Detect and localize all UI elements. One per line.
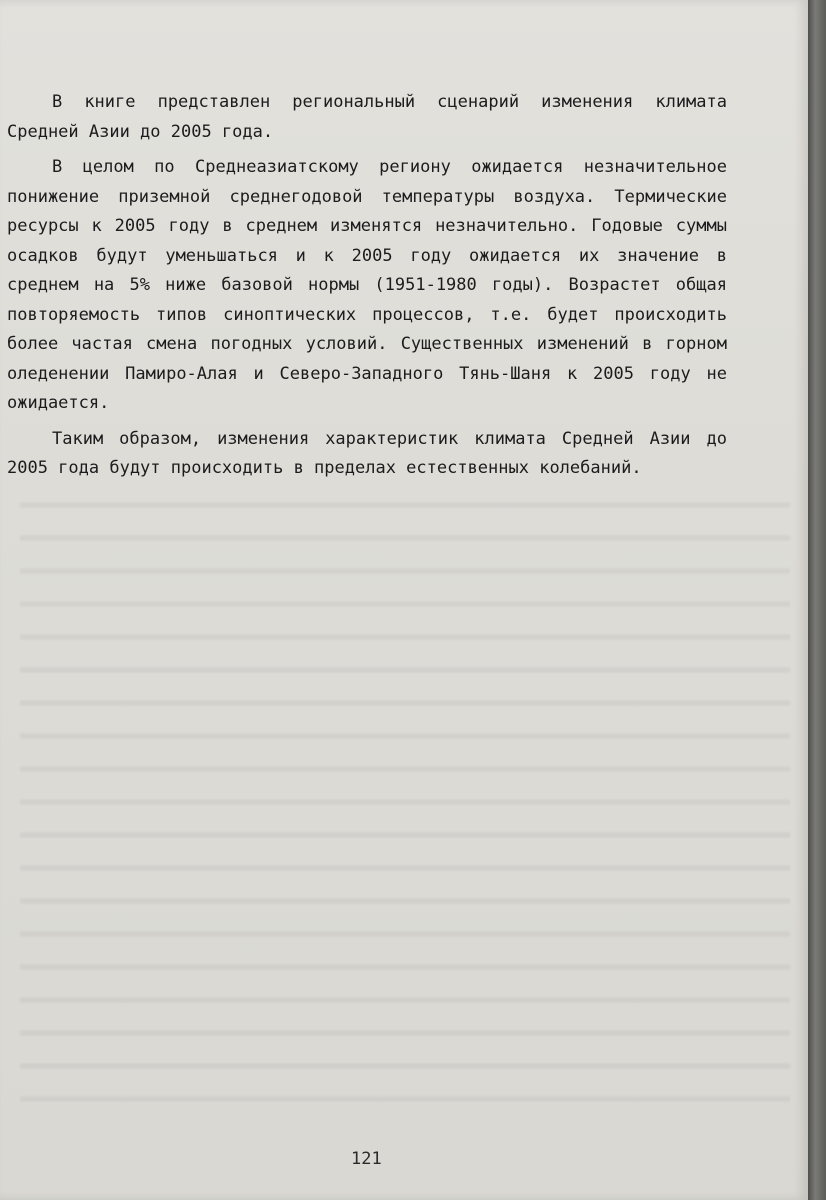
book-edge [808,0,826,1200]
page-number: 121 [351,1149,382,1169]
paragraph-2: В целом по Среднеазиатскому региону ожидается незначительное понижение приземной среднегодовой температуры воздуха. Термические ресурсы к 2005 году в среднем изменятся незначительно. Годовые суммы осадков будут уменьшаться и к 2005 году ожидается их значение в среднем на 5% ниже базовой нормы (1951-1980 годы). Возрастет общая повторяемость типов синоптических процессов, т.е. будет происходить более частая смена погодных условий. Существенных изменений в горном оледенении Памиро-Алая и Северо-Западного Тянь-Шаня к 2005 году не ожидается. [7,157,727,413]
paragraph-3: Таким образом, изменения характеристик климата Средней Азии до 2005 года будут происходить в пределах естественных колебаний. [7,428,727,478]
body-text [7,88,727,484]
paragraph-1: В книге представлен региональный сценарий изменения климата Средней Азии до 2005 года. [7,92,727,142]
bleed-through-text [20,480,790,1120]
